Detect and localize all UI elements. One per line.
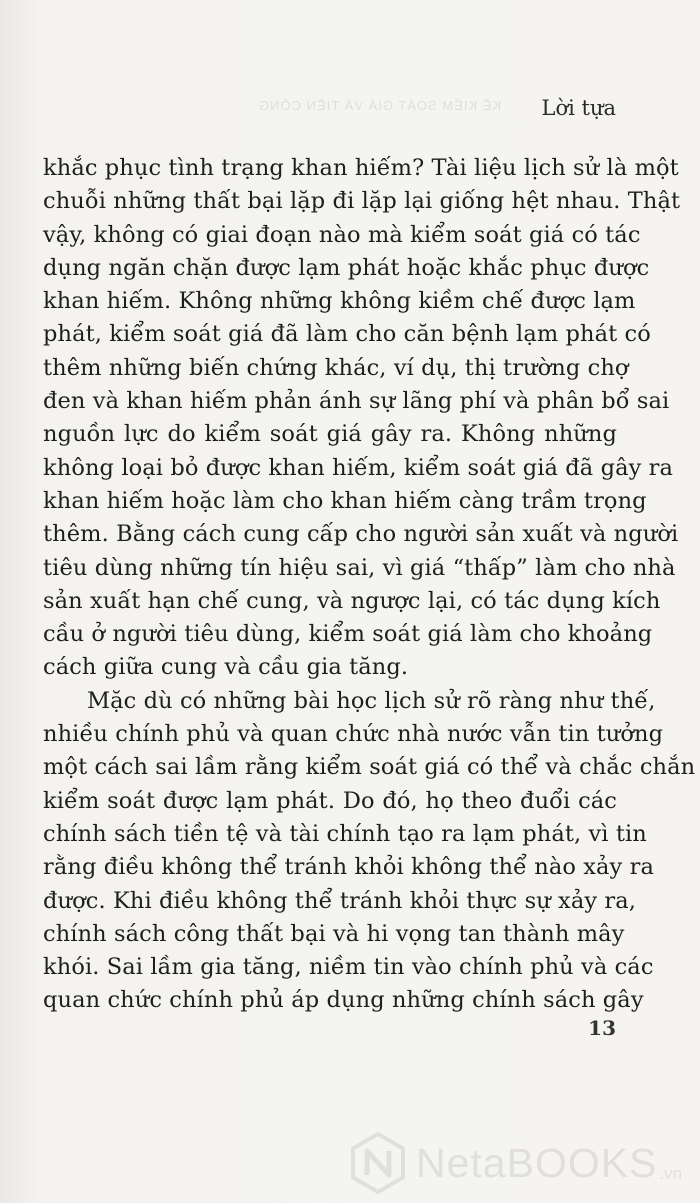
- text-line: được. Khi điều không thể tránh khỏi thực sự xảy ra,: [43, 887, 637, 914]
- text-line: sản xuất hạn chế cung, và ngược lại, có tác dụng kích: [43, 587, 661, 614]
- text-line: nhiều chính phủ và quan chức nhà nước vẫn tin tưởng: [43, 721, 664, 748]
- text-line: chuỗi những thất bại lặp đi lặp lại giống hệt nhau. Thật: [43, 188, 681, 215]
- text-line: cầu ở người tiêu dùng, kiểm soát giá làm cho khoảng: [43, 621, 653, 648]
- watermark: [346, 1128, 682, 1198]
- running-head: Lời tựa: [541, 96, 616, 120]
- paragraph-2: [43, 685, 696, 1018]
- text-line: chính sách tiền tệ và tài chính tạo ra lạm phát, vì tin: [43, 820, 647, 847]
- text-line: cách giữa cung và cầu gia tăng.: [43, 654, 409, 681]
- watermark-suffix: .vn: [659, 1164, 683, 1183]
- text-line: quan chức chính phủ áp dụng những chính sách gây: [43, 987, 644, 1014]
- text-line: khắc phục tình trạng khan hiếm? Tài liệu lịch sử là một: [43, 155, 679, 181]
- paragraph-1: [43, 152, 681, 685]
- text-line: đen và khan hiếm phản ánh sự lãng phí và phân bổ sai: [43, 388, 670, 415]
- text-line: kiểm soát được lạm phát. Do đó, họ theo đuổi các: [43, 787, 617, 814]
- text-line: một cách sai lầm rằng kiểm soát giá có thể và chắc chắn: [43, 754, 696, 781]
- body-text: [43, 152, 696, 1018]
- text-line: Mặc dù có những bài học lịch sử rõ ràng như thế,: [87, 687, 656, 714]
- text-line: nguồn lực do kiểm soát giá gây ra. Không những: [43, 421, 617, 448]
- bleed-through-heading: KỂ KIỂM SOÁT GIÁ VÀ TIỀN CÔNG: [258, 98, 502, 113]
- text-line: khan hiếm hoặc làm cho khan hiếm càng trầm trọng: [43, 487, 647, 514]
- text-line: chính sách công thất bại và hi vọng tan thành mây: [43, 920, 625, 947]
- netabooks-logo-icon: [346, 1131, 410, 1195]
- text-line: không loại bỏ được khan hiếm, kiểm soát giá đã gây ra: [43, 454, 674, 481]
- text-line: khói. Sai lầm gia tăng, niềm tin vào chính phủ và các: [43, 954, 654, 981]
- text-line: khan hiếm. Không những không kiềm chế được lạm: [43, 288, 636, 315]
- text-line: thêm những biến chứng khác, ví dụ, thị trường chợ: [43, 354, 629, 381]
- text-line: thêm. Bằng cách cung cấp cho người sản xuất và người: [43, 521, 679, 548]
- text-line: dụng ngăn chặn được lạm phát hoặc khắc phục được: [43, 254, 650, 281]
- text-line: phát, kiểm soát giá đã làm cho căn bệnh lạm phát có: [43, 321, 651, 348]
- page-number: 13: [588, 1016, 616, 1040]
- text-line: vậy, không có giai đoạn nào mà kiểm soát giá có tác: [43, 221, 641, 248]
- watermark-brand: NetaBOOKS: [416, 1139, 658, 1186]
- text-line: tiêu dùng những tín hiệu sai, vì giá “thấp” làm cho nhà: [43, 554, 676, 581]
- text-line: rằng điều không thể tránh khỏi không thể nào xảy ra: [43, 854, 654, 881]
